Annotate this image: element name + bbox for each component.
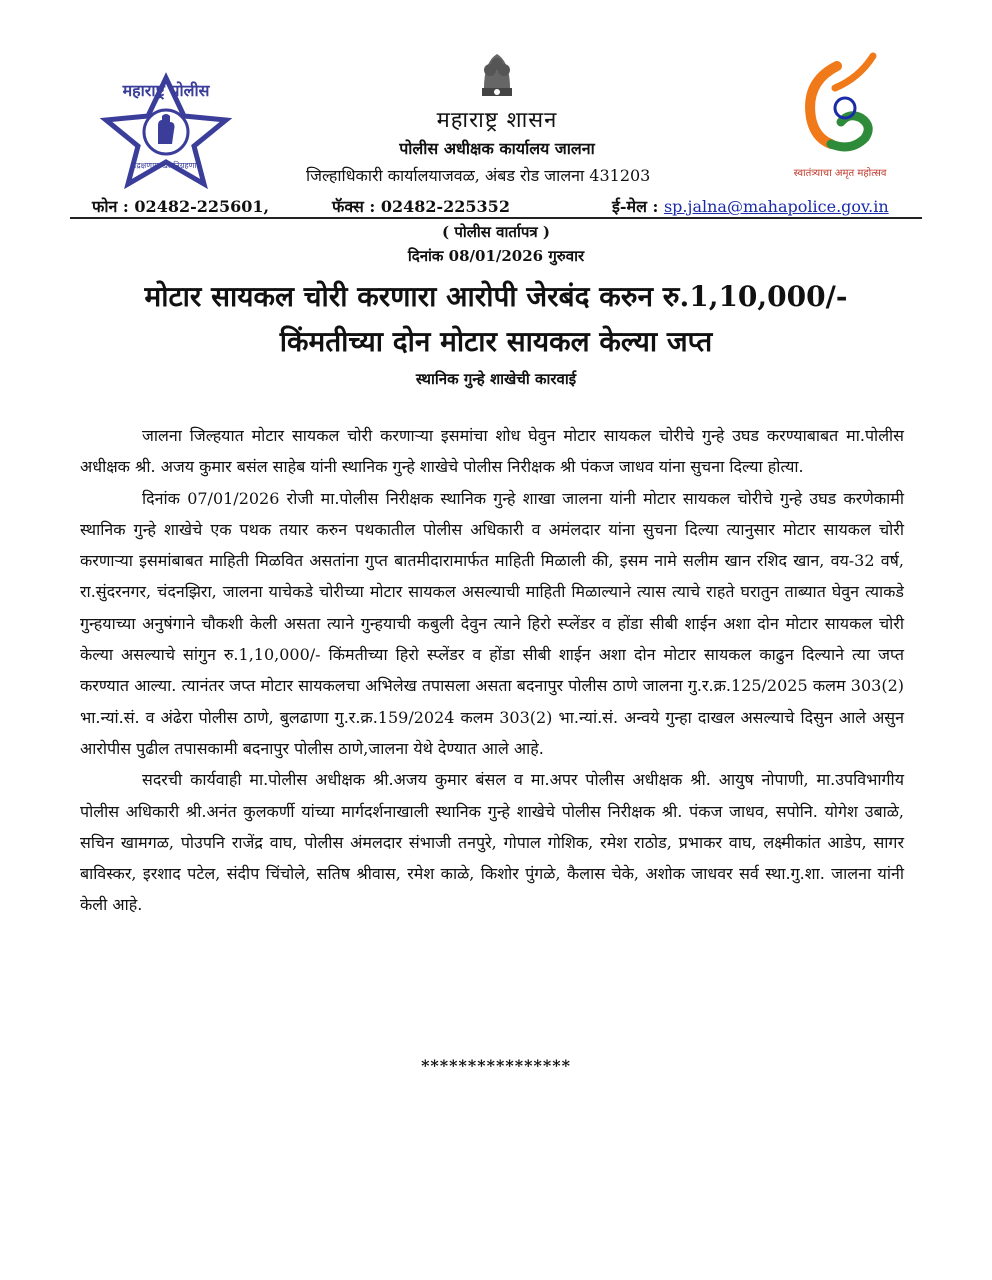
logo-left-motto: सद्रक्षणाय खलनिग्रहणाय (130, 161, 202, 170)
office-address: जिल्हाधिकारी कार्यालयाजवळ, अंबड रोड जालना 431203 (306, 166, 651, 185)
amrit-mahotsav-logo (775, 48, 905, 188)
logo-left-title: महाराष्ट्र पोलीस (122, 81, 210, 100)
fax-label: फॅक्स : (332, 197, 376, 216)
phone-value: 02482-225601, (134, 197, 270, 216)
paragraph-2: दिनांक 07/01/2026 रोजी मा.पोलीस निरीक्षक स्थानिक गुन्हे शाखा जालना यांनी मोटार सायकल चोरीचे गुन्हे उघड करणेकामी स्थानिक गुन्हे शाखेचे एक पथक तयार करुन पथकातील पोलीस अधिकारी व अमंलदार यांना सुचना दिल्या त्यानुसार मोटार सायकल चोरी करणाऱ्या इसमांबाबत माहिती मिळवित असतांना गुप्त बातमीदारामार्फत माहिती मिळाली की, इसम नामे सलीम खान रशिद खान, वय-32 वर्ष, रा.सुंदरनगर, चंदनझिरा, जालना याचेकडे चोरीच्या मोटार सायकल असल्याची माहिती मिळाल्याने त्यास त्याचे राहते घरातुन ताब्यात घेवुन त्याकडे गुन्हयाच्या अनुषंगाने चौकशी केली असता त्याने गुन्हयाची कबुली देवुन त्याने हिरो स्प्लेंडर व होंडा सीबी शाईन अशा दोन मोटार सायकल चोरी केल्या असल्याचे सांगुन रु.1,10,000/- किंमतीच्या हिरो स्प्लेंडर व होंडा सीबी शाईन अशा दोन मोटार सायकल काढुन दिल्याने त्या जप्त करण्यात आल्या. त्यानंतर जप्त मोटार सायकलचा अभिलेख तपासला असता बदनापुर पोलीस ठाणे जालना गु.र.क्र.125/2025 कलम 303(2) भा.न्यां.सं. व अंढेरा पोलीस ठाणे, बुलढाणा गु.र.क्र.159/2024 कलम 303(2) भा.न्यां.सं. अन्वये गुन्हा दाखल असल्याचे दिसुन आले असुन आरोपीस पुढील तपासकामी बदनापुर पोलीस ठाणे,जालना येथे देण्यात आले आहे. (80, 488, 904, 758)
maharashtra-police-logo (86, 70, 246, 190)
national-emblem-icon (472, 48, 522, 100)
headline-line-2: किंमतीच्या दोन मोटार सायकल केल्या जप्त (279, 325, 713, 358)
fax-contact (332, 195, 510, 217)
release-date: दिनांक 08/01/2026 गुरुवार (407, 247, 585, 265)
office-name: पोलीस अधीक्षक कार्यालय जालना (399, 139, 595, 158)
subheadline: स्थानिक गुन्हे शाखेची कारवाई (415, 370, 577, 388)
phone-contact (92, 195, 269, 217)
headline-line-1: मोटार सायकल चोरी करणारा आरोपी जेरबंद करुन रु.1,10,000/- (144, 280, 848, 313)
fax-value: 02482-225352 (380, 197, 510, 216)
header-divider (70, 217, 922, 219)
email-link[interactable]: sp.jalna@mahapolice.gov.in (663, 197, 889, 216)
paragraph-3: सदरची कार्यवाही मा.पोलीस अधीक्षक श्री.अजय कुमार बंसल व मा.अपर पोलीस अधीक्षक श्री. आयुष नोपाणी, मा.उपविभागीय पोलीस अधिकारी श्री.अनंत कुलकर्णी यांच्या मार्गदर्शनाखाली स्थानिक गुन्हे शाखेचे पोलीस निरीक्षक श्री. पंकज जाधव, सपोनि. योगेश उबाळे, सचिन खामगळ, पोउपनि राजेंद्र वाघ, पोलीस अंमलदार संभाजी तनपुरे, गोपाल गोशिक, रमेश राठोड, प्रभाकर वाघ, लक्ष्मीकांत आडेप, सागर बाविस्कर, इरशाद पटेल, संदीप चिंचोले, सतिष श्रीवास, रमेश काळे, किशोर पुंगळे, कैलास चेके, अशोक जाधवर सर्व स्था.गु.शा. जालना यांनी केली आहे. (80, 770, 904, 915)
article-body (80, 420, 904, 921)
phone-label: फोन : (92, 197, 129, 216)
email-label: ई-मेल : (612, 197, 659, 216)
press-release-type: ( पोलीस वार्तापत्र ) (442, 223, 550, 241)
end-marker: **************** (421, 1056, 571, 1075)
email-contact (612, 195, 889, 217)
logo-right-caption: स्वातंत्र्याचा अमृत महोत्सव (793, 168, 887, 179)
saffron-swirl-icon (810, 66, 837, 144)
government-name: महाराष्ट्र शासन (436, 108, 558, 133)
paragraph-1: जालना जिल्हयात मोटार सायकल चोरी करणाऱ्या इसमांचा शोध घेवुन मोटार सायकल चोरीचे गुन्हे उघड करण्याबाबत मा.पोलीस अधीक्षक श्री. अजय कुमार बसंल साहेब यांनी स्थानिक गुन्हे शाखेचे पोलीस निरीक्षक श्री पंकज जाधव यांना सुचना दिल्या होत्या. (80, 426, 904, 477)
